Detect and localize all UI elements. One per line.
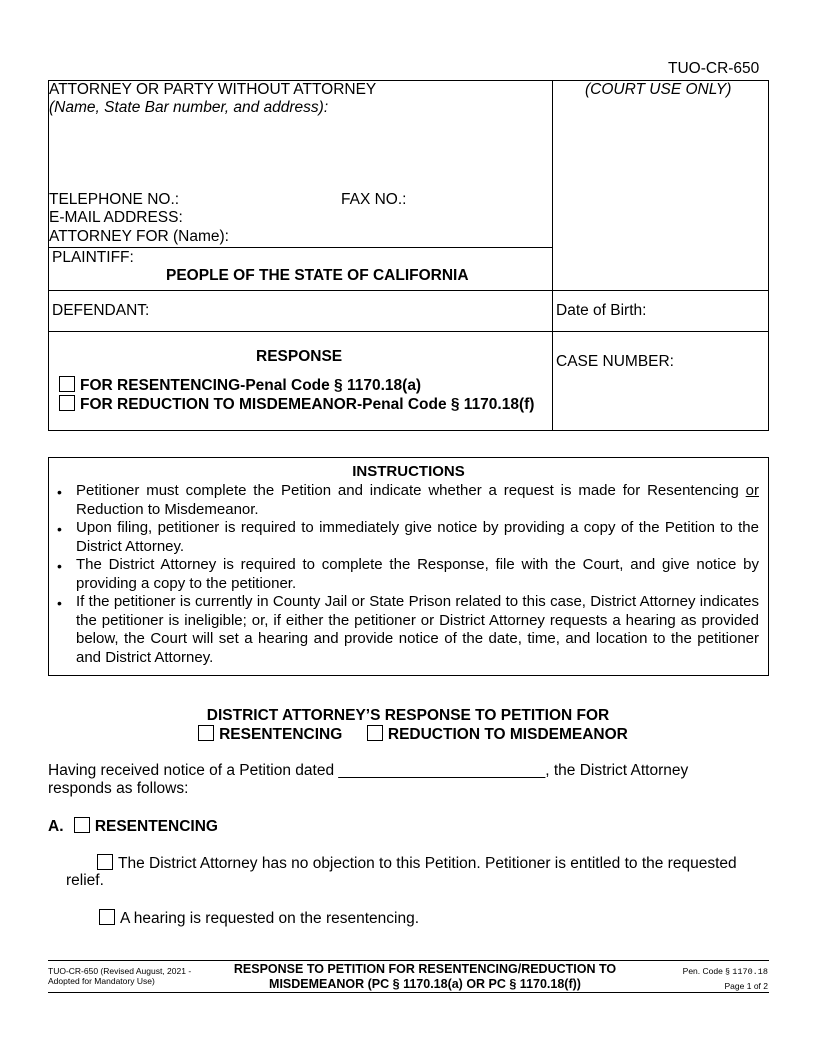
instruction-item [57, 482, 759, 519]
footer-center [190, 962, 660, 992]
resentencing-checkbox[interactable] [59, 376, 75, 392]
response-title: RESPONSE [256, 348, 343, 365]
divider-defendant [49, 331, 769, 332]
case-number-label: CASE NUMBER: [556, 353, 674, 370]
option-resentencing[interactable] [59, 376, 421, 395]
fax-label: FAX NO.: [341, 191, 407, 208]
instruction-item: • If the petitioner is currently in County Jail or State Prison related to this case, District Attorney indicates the petitioner is ineligible; or, if either the petitioner or District Attorney requests a hearing as provided below, the Court will set a hearing and provide notice of the date, time, and location to the petitioner and District Attorney. [57, 593, 759, 667]
divider-attorney [49, 247, 553, 248]
instructions-list [57, 482, 759, 667]
section-a-title: RESENTENCING [94, 818, 218, 835]
no-objection-checkbox[interactable] [97, 854, 113, 870]
hearing-text: A hearing is requested on the resentencing. [120, 910, 420, 927]
option-reduction-label: FOR REDUCTION TO MISDEMEANOR-Penal Code § 1170.18(f) [80, 396, 535, 413]
instruction-text: Reduction to Misdemeanor. [76, 500, 259, 518]
instruction-item: • Upon filing, petitioner is required to immediately give notice by providing a copy of the Petition to the District Attorney. [57, 519, 759, 556]
dob-label: Date of Birth: [556, 302, 647, 319]
footer-left-line1 [48, 966, 191, 976]
da-response-options [0, 725, 816, 744]
caption-box [48, 80, 769, 431]
hearing-checkbox[interactable] [99, 909, 115, 925]
da-reduction-label: REDUCTION TO MISDEMEANOR [387, 726, 628, 743]
form-code: TUO-CR-650 [668, 60, 760, 77]
da-response-title: DISTRICT ATTORNEY’S RESPONSE TO PETITION FOR [206, 707, 610, 724]
footer-right-line1 [640, 966, 768, 977]
footer-center-line1: RESPONSE TO PETITION FOR RESENTENCING/REDUCTION TO [233, 962, 617, 976]
footer-page-number: Page 1 of 2 [724, 981, 768, 991]
attorney-sub-label: (Name, State Bar number, and address): [49, 99, 329, 116]
da-resentencing-checkbox[interactable] [198, 725, 214, 741]
plaintiff-label: PLAINTIFF: [52, 249, 134, 266]
notice-line-1: Having received notice of a Petition dated ________________________, the District Attorney [48, 762, 689, 779]
reduction-checkbox[interactable] [59, 395, 75, 411]
hearing-option[interactable] [99, 909, 419, 928]
divider-plaintiff [49, 290, 769, 291]
footer-pen-code-number: 1170.18 [732, 967, 768, 977]
footer-left-line2: Adopted for Mandatory Use) [48, 976, 155, 986]
instruction-text: Petitioner must complete the Petition and indicate whether a request is made for Resentencing [76, 482, 746, 499]
da-reduction-checkbox[interactable] [367, 725, 383, 741]
footer-bottom-rule [48, 992, 769, 993]
section-a-letter: A. [48, 818, 64, 835]
instructions-title: INSTRUCTIONS [352, 463, 465, 480]
court-use-label: (COURT USE ONLY) [585, 81, 732, 98]
da-resentencing-label: RESENTENCING [219, 726, 343, 743]
email-label: E-MAIL ADDRESS: [49, 209, 183, 226]
footer-revised: (Revised August, 2021 - [98, 966, 192, 976]
footer-pen-code-label: Pen. Code § [682, 966, 733, 976]
instructions-box [48, 457, 769, 676]
instruction-item: • The District Attorney is required to complete the Response, file with the Court, and give notice by providing a copy to the petitioner. [57, 556, 759, 593]
attorney-label: ATTORNEY OR PARTY WITHOUT ATTORNEY [49, 81, 377, 98]
footer-top-rule [48, 960, 769, 961]
defendant-label: DEFENDANT: [52, 302, 150, 319]
option-reduction[interactable] [59, 395, 534, 414]
no-objection-text-cont: relief. [66, 872, 104, 889]
notice-line-2: responds as follows: [48, 780, 189, 797]
instruction-or: or [745, 482, 759, 499]
no-objection-option[interactable] [97, 854, 737, 873]
option-resentencing-label: FOR RESENTENCING-Penal Code § 1170.18(a) [80, 377, 422, 394]
telephone-label: TELEPHONE NO.: [49, 191, 180, 208]
section-a [48, 817, 218, 836]
no-objection-text: The District Attorney has no objection to this Petition. Petitioner is entitled to the requested [118, 855, 737, 872]
plaintiff-name: PEOPLE OF THE STATE OF CALIFORNIA [166, 267, 469, 284]
section-a-checkbox[interactable] [74, 817, 90, 833]
footer-center-line2: MISDEMEANOR (PC § 1170.18(a) OR PC § 1170.18(f)) [269, 977, 581, 991]
footer-form-code: TUO-CR-650 [48, 966, 99, 976]
column-divider [552, 81, 553, 431]
attorney-for-label: ATTORNEY FOR (Name): [49, 228, 229, 245]
